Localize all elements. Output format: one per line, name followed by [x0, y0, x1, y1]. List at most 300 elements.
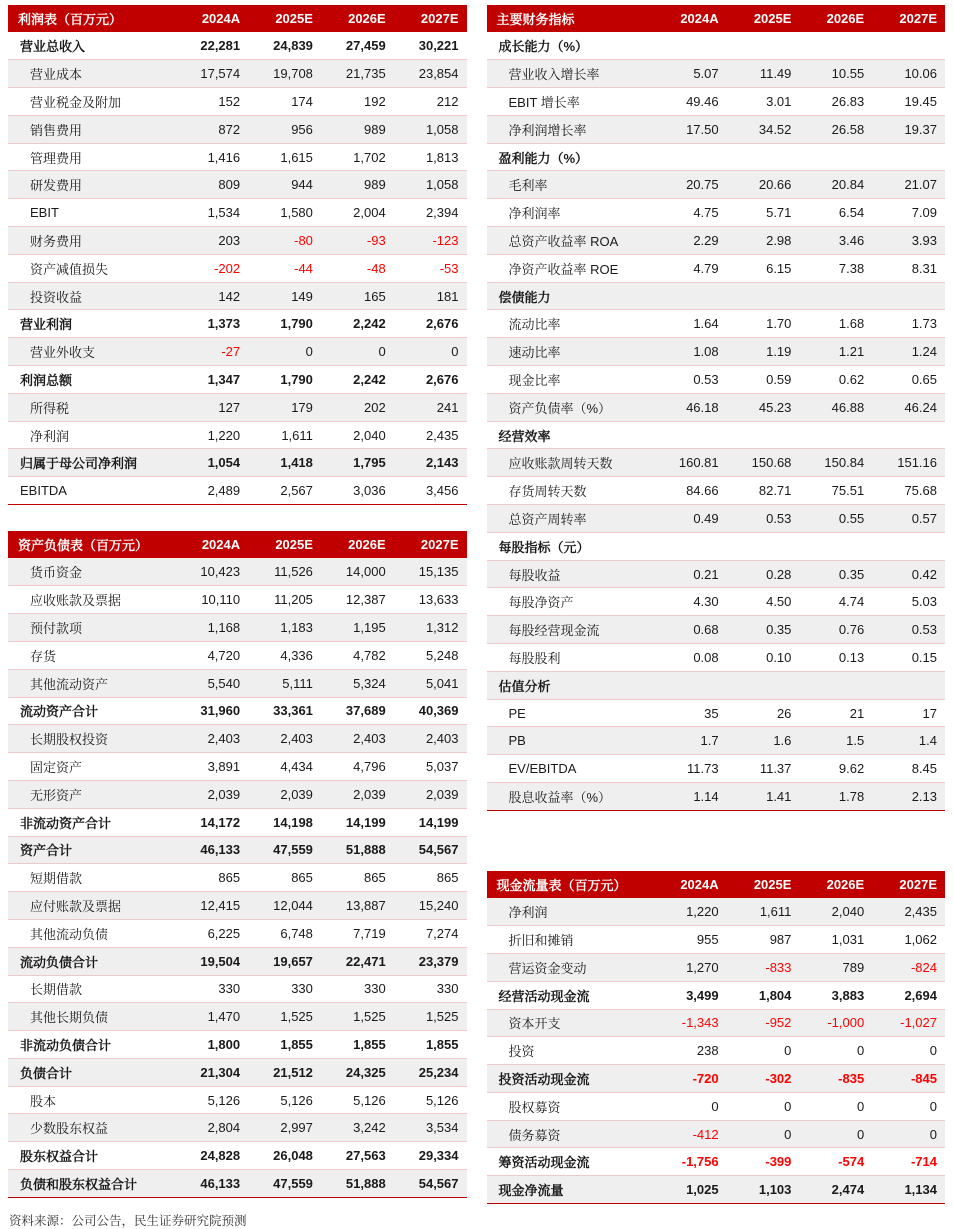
cell-value: 3,499 [654, 981, 727, 1009]
cell-value: 10.06 [872, 60, 945, 88]
row-label: 股东权益合计 [8, 1142, 175, 1170]
column-header: 2026E [321, 531, 394, 558]
cell-value: 17.50 [654, 115, 727, 143]
cell-value: 54,567 [394, 836, 467, 864]
cell-value: 1,611 [248, 421, 321, 449]
row-label: 流动资产合计 [8, 697, 175, 725]
cell-value: 151.16 [872, 449, 945, 477]
cell-value: 2,435 [394, 421, 467, 449]
cell-value: 2,040 [321, 421, 394, 449]
cell-value: 19.37 [872, 115, 945, 143]
cell-value: 5,126 [321, 1086, 394, 1114]
table-row [8, 449, 467, 477]
cell-value: 22,281 [175, 32, 248, 60]
table-row [487, 699, 946, 727]
cell-value: 3,891 [175, 753, 248, 781]
cell-value: 1.4 [872, 727, 945, 755]
cell-value: 179 [248, 393, 321, 421]
table-row [487, 421, 946, 449]
table-row [487, 727, 946, 755]
cell-value: 0.49 [654, 505, 727, 533]
cell-value: 11,526 [248, 558, 321, 586]
table-row [8, 697, 467, 725]
cell-value: 1.41 [727, 783, 800, 811]
cell-value [654, 532, 727, 560]
table-row [8, 947, 467, 975]
cell-value: 0.57 [872, 505, 945, 533]
cell-value: 2,435 [872, 898, 945, 926]
cell-value: 21.07 [872, 171, 945, 199]
row-label: 股权募资 [487, 1092, 654, 1120]
cell-value: 0.53 [654, 366, 727, 394]
cell-value: 11,205 [248, 586, 321, 614]
table-row [487, 227, 946, 255]
row-label: 净利润增长率 [487, 115, 654, 143]
cell-value: 14,199 [394, 808, 467, 836]
cell-value: 1,025 [654, 1176, 727, 1204]
cell-value: 84.66 [654, 477, 727, 505]
cell-value: 1,183 [248, 614, 321, 642]
cell-value: 49.46 [654, 88, 727, 116]
column-header: 2025E [727, 5, 800, 32]
cell-value: 13,887 [321, 892, 394, 920]
cell-value: -835 [799, 1065, 872, 1093]
row-label: 每股收益 [487, 560, 654, 588]
cell-value: 29,334 [394, 1142, 467, 1170]
cell-value: 20.66 [727, 171, 800, 199]
table-row [487, 981, 946, 1009]
cell-value [799, 143, 872, 171]
cell-value: -824 [872, 953, 945, 981]
row-label: 营业税金及附加 [8, 88, 175, 116]
cell-value: 46,133 [175, 1170, 248, 1198]
cell-value: 0.13 [799, 644, 872, 672]
cell-value: 330 [175, 975, 248, 1003]
table-header-row [8, 5, 467, 32]
column-header: 2027E [394, 531, 467, 558]
table-row [487, 310, 946, 338]
table-row [8, 254, 467, 282]
row-label: 应收账款周转天数 [487, 449, 654, 477]
cell-value: 46.18 [654, 393, 727, 421]
balance-sheet-table [8, 531, 467, 1198]
row-label: 筹资活动现金流 [487, 1148, 654, 1176]
cell-value: 1,855 [394, 1031, 467, 1059]
cell-value: 127 [175, 393, 248, 421]
cell-value: 27,459 [321, 32, 394, 60]
income-statement-table [8, 5, 467, 505]
cell-value: 24,839 [248, 32, 321, 60]
table-row [487, 60, 946, 88]
table-row [8, 780, 467, 808]
cell-value: 1,855 [321, 1031, 394, 1059]
cell-value: 0.53 [872, 616, 945, 644]
cell-value: 2,039 [248, 780, 321, 808]
cell-value: 8.31 [872, 254, 945, 282]
table-row [487, 1092, 946, 1120]
cell-value: 1,312 [394, 614, 467, 642]
source-note: 资料来源：公司公告，民生证券研究院预测 [9, 1214, 247, 1229]
cell-value: 330 [394, 975, 467, 1003]
cell-value: 2.29 [654, 227, 727, 255]
table-row [8, 171, 467, 199]
cell-value: 1,804 [727, 981, 800, 1009]
cell-value: 150.84 [799, 449, 872, 477]
table-row [487, 254, 946, 282]
cell-value: 1.64 [654, 310, 727, 338]
cell-value: 0.59 [727, 366, 800, 394]
cell-value: 0.65 [872, 366, 945, 394]
cell-value: 46.24 [872, 393, 945, 421]
cell-value: 25,234 [394, 1058, 467, 1086]
row-label: 每股股利 [487, 644, 654, 672]
cell-value [872, 532, 945, 560]
cell-value: 181 [394, 282, 467, 310]
table [8, 531, 467, 1198]
cell-value: 5.71 [727, 199, 800, 227]
cell-value: 865 [321, 864, 394, 892]
table-row [487, 143, 946, 171]
row-label: 归属于母公司净利润 [8, 449, 175, 477]
cell-value: 10,110 [175, 586, 248, 614]
row-label: 总资产收益率 ROA [487, 227, 654, 255]
cell-value: -720 [654, 1065, 727, 1093]
cell-value: 1,195 [321, 614, 394, 642]
cell-value: -202 [175, 254, 248, 282]
cell-value: 0.35 [799, 560, 872, 588]
table-title: 资产负债表（百万元） [8, 531, 175, 558]
row-label: 营业外收支 [8, 338, 175, 366]
table-row [487, 1009, 946, 1037]
cell-value [872, 143, 945, 171]
cell-value: 1,795 [321, 449, 394, 477]
cell-value: 0 [727, 1120, 800, 1148]
row-label: 成长能力（%） [487, 32, 654, 60]
cell-value: 19,708 [248, 60, 321, 88]
cell-value: 12,415 [175, 892, 248, 920]
cell-value: 1,418 [248, 449, 321, 477]
cell-value: 5,248 [394, 641, 467, 669]
cell-value: 7.09 [872, 199, 945, 227]
cell-value: 1.7 [654, 727, 727, 755]
table-row [8, 1170, 467, 1198]
cell-value: 989 [321, 171, 394, 199]
cell-value [799, 421, 872, 449]
cell-value: 150.68 [727, 449, 800, 477]
cell-value: 23,854 [394, 60, 467, 88]
cell-value: 1.73 [872, 310, 945, 338]
cell-value [654, 143, 727, 171]
cell-value: -27 [175, 338, 248, 366]
cell-value: 30,221 [394, 32, 467, 60]
cell-value: 51,888 [321, 1170, 394, 1198]
row-label: 负债和股东权益合计 [8, 1170, 175, 1198]
column-header: 2024A [654, 5, 727, 32]
row-label: 资产合计 [8, 836, 175, 864]
cell-value: 21,304 [175, 1058, 248, 1086]
cell-value: 1,702 [321, 143, 394, 171]
cell-value [872, 32, 945, 60]
table-row [8, 614, 467, 642]
cell-value: 1,790 [248, 310, 321, 338]
cell-value: 3,456 [394, 477, 467, 505]
cell-value: 24,325 [321, 1058, 394, 1086]
table-row [487, 32, 946, 60]
cell-value: 5,037 [394, 753, 467, 781]
cell-value: 7,274 [394, 919, 467, 947]
cell-value: 10.55 [799, 60, 872, 88]
table-row [487, 671, 946, 699]
cell-value: 8.45 [872, 755, 945, 783]
row-label: 所得税 [8, 393, 175, 421]
cell-value: 1,220 [175, 421, 248, 449]
row-label: 投资 [487, 1037, 654, 1065]
cell-value: 17,574 [175, 60, 248, 88]
table [487, 871, 946, 1204]
column-header: 2025E [248, 5, 321, 32]
cell-value: 54,567 [394, 1170, 467, 1198]
row-label: 投资收益 [8, 282, 175, 310]
cell-value: 75.68 [872, 477, 945, 505]
cell-value: -123 [394, 227, 467, 255]
table-row [487, 199, 946, 227]
cell-value: 51,888 [321, 836, 394, 864]
row-label: 净利润 [8, 421, 175, 449]
row-label: 长期股权投资 [8, 725, 175, 753]
cell-value: 4,434 [248, 753, 321, 781]
cell-value: 0.68 [654, 616, 727, 644]
cell-value: 1.5 [799, 727, 872, 755]
cell-value: 2,676 [394, 366, 467, 394]
cell-value [654, 32, 727, 60]
cell-value: -574 [799, 1148, 872, 1176]
cell-value: 27,563 [321, 1142, 394, 1170]
cell-value: 192 [321, 88, 394, 116]
cell-value: 19,657 [248, 947, 321, 975]
cell-value: -53 [394, 254, 467, 282]
cell-value: 47,559 [248, 836, 321, 864]
cell-value: 1.24 [872, 338, 945, 366]
cell-value: 1,373 [175, 310, 248, 338]
table-row [8, 310, 467, 338]
row-label: 其他长期负债 [8, 1003, 175, 1031]
table-row [8, 975, 467, 1003]
row-label: 净利润率 [487, 199, 654, 227]
cell-value: 142 [175, 282, 248, 310]
cell-value: 1,800 [175, 1031, 248, 1059]
row-label: 资产减值损失 [8, 254, 175, 282]
row-label: 偿债能力 [487, 282, 654, 310]
cell-value: 15,240 [394, 892, 467, 920]
column-header: 2027E [872, 5, 945, 32]
row-label: 其他流动资产 [8, 669, 175, 697]
table-header-row [487, 871, 946, 898]
column-header: 2027E [872, 871, 945, 898]
table-row [8, 32, 467, 60]
cell-value: 149 [248, 282, 321, 310]
cell-value [727, 32, 800, 60]
table-row [487, 338, 946, 366]
cell-value: 21,512 [248, 1058, 321, 1086]
cell-value: 0.21 [654, 560, 727, 588]
cell-value: 1,525 [248, 1003, 321, 1031]
cell-value: 12,387 [321, 586, 394, 614]
row-label: 流动比率 [487, 310, 654, 338]
row-label: 管理费用 [8, 143, 175, 171]
row-label: 存货 [8, 641, 175, 669]
table-row [8, 199, 467, 227]
cell-value: 0.35 [727, 616, 800, 644]
cell-value: 1,580 [248, 199, 321, 227]
cell-value: 0 [799, 1092, 872, 1120]
column-header: 2025E [727, 871, 800, 898]
cell-value: 5.03 [872, 588, 945, 616]
row-label: 速动比率 [487, 338, 654, 366]
table-row [487, 783, 946, 811]
cell-value: 4.50 [727, 588, 800, 616]
cell-value [799, 532, 872, 560]
cell-value: 0 [321, 338, 394, 366]
column-header: 2027E [394, 5, 467, 32]
row-label: 净利润 [487, 898, 654, 926]
cell-value [727, 671, 800, 699]
cell-value: 1.78 [799, 783, 872, 811]
cell-value: 1,058 [394, 115, 467, 143]
cell-value: 19,504 [175, 947, 248, 975]
cell-value: 4,782 [321, 641, 394, 669]
row-label: 财务费用 [8, 227, 175, 255]
row-label: EBITDA [8, 477, 175, 505]
cell-value: 987 [727, 926, 800, 954]
row-label: 销售费用 [8, 115, 175, 143]
cell-value: 0.08 [654, 644, 727, 672]
cell-value: 0 [872, 1092, 945, 1120]
cell-value [654, 671, 727, 699]
cell-value: 1.14 [654, 783, 727, 811]
row-label: 经营活动现金流 [487, 981, 654, 1009]
cell-value: 174 [248, 88, 321, 116]
table-row [487, 644, 946, 672]
table-row [8, 919, 467, 947]
row-label: 固定资产 [8, 753, 175, 781]
table [8, 5, 467, 505]
cell-value: 46,133 [175, 836, 248, 864]
table-row [8, 421, 467, 449]
cell-value: 1,416 [175, 143, 248, 171]
row-label: 负债合计 [8, 1058, 175, 1086]
cell-value: 0.62 [799, 366, 872, 394]
cell-value: 0.76 [799, 616, 872, 644]
cell-value: -412 [654, 1120, 727, 1148]
table-row [8, 641, 467, 669]
cell-value: 7.38 [799, 254, 872, 282]
cell-value: 956 [248, 115, 321, 143]
table-row [487, 1148, 946, 1176]
row-label: 非流动资产合计 [8, 808, 175, 836]
cell-value: 3,242 [321, 1114, 394, 1142]
cell-value: 955 [654, 926, 727, 954]
column-header: 2025E [248, 531, 321, 558]
cell-value: 2,567 [248, 477, 321, 505]
cell-value: 5,126 [175, 1086, 248, 1114]
row-label: 资本开支 [487, 1009, 654, 1037]
cell-value: 330 [321, 975, 394, 1003]
table-row [8, 836, 467, 864]
cell-value: 2,403 [248, 725, 321, 753]
cell-value: 14,172 [175, 808, 248, 836]
row-label: 应收账款及票据 [8, 586, 175, 614]
table-row [487, 560, 946, 588]
cell-value: 15,135 [394, 558, 467, 586]
cell-value: 24,828 [175, 1142, 248, 1170]
key-indicators-table [487, 5, 946, 811]
cell-value: 47,559 [248, 1170, 321, 1198]
cell-value: -48 [321, 254, 394, 282]
cell-value: 4,336 [248, 641, 321, 669]
cell-value: 241 [394, 393, 467, 421]
table-row [487, 1037, 946, 1065]
cell-value: 2,403 [321, 725, 394, 753]
cell-value: 2,676 [394, 310, 467, 338]
row-label: 每股指标（元） [487, 532, 654, 560]
cell-value: -302 [727, 1065, 800, 1093]
row-label: 非流动负债合计 [8, 1031, 175, 1059]
cell-value: 0 [654, 1092, 727, 1120]
row-label: 估值分析 [487, 671, 654, 699]
cell-value: 2,474 [799, 1176, 872, 1204]
cell-value: 0.28 [727, 560, 800, 588]
cell-value [727, 143, 800, 171]
cell-value: 865 [248, 864, 321, 892]
cell-value: -93 [321, 227, 394, 255]
cell-value: 21 [799, 699, 872, 727]
table-row [8, 477, 467, 505]
row-label: EBIT [8, 199, 175, 227]
row-label: 每股净资产 [487, 588, 654, 616]
cell-value: 37,689 [321, 697, 394, 725]
column-header: 2026E [321, 5, 394, 32]
row-label: 预付款项 [8, 614, 175, 642]
table-row [8, 669, 467, 697]
cell-value: 2,039 [394, 780, 467, 808]
cash-flow-table [487, 871, 946, 1204]
table-row [487, 588, 946, 616]
cell-value: 11.73 [654, 755, 727, 783]
cell-value: -833 [727, 953, 800, 981]
row-label: 营业收入增长率 [487, 60, 654, 88]
cell-value: 2,143 [394, 449, 467, 477]
cell-value: 6,748 [248, 919, 321, 947]
cell-value: 2,394 [394, 199, 467, 227]
cell-value: 23,379 [394, 947, 467, 975]
cell-value: 1,168 [175, 614, 248, 642]
row-label: 短期借款 [8, 864, 175, 892]
cell-value: 989 [321, 115, 394, 143]
cell-value: 26,048 [248, 1142, 321, 1170]
cell-value: 2,040 [799, 898, 872, 926]
table-row [487, 282, 946, 310]
cell-value: 1,347 [175, 366, 248, 394]
row-label: EBIT 增长率 [487, 88, 654, 116]
cell-value: -1,027 [872, 1009, 945, 1037]
cell-value: 10,423 [175, 558, 248, 586]
cell-value: 2.13 [872, 783, 945, 811]
cell-value: 14,199 [321, 808, 394, 836]
cell-value: 152 [175, 88, 248, 116]
row-label: EV/EBITDA [487, 755, 654, 783]
table-row [8, 60, 467, 88]
cell-value: 4.75 [654, 199, 727, 227]
